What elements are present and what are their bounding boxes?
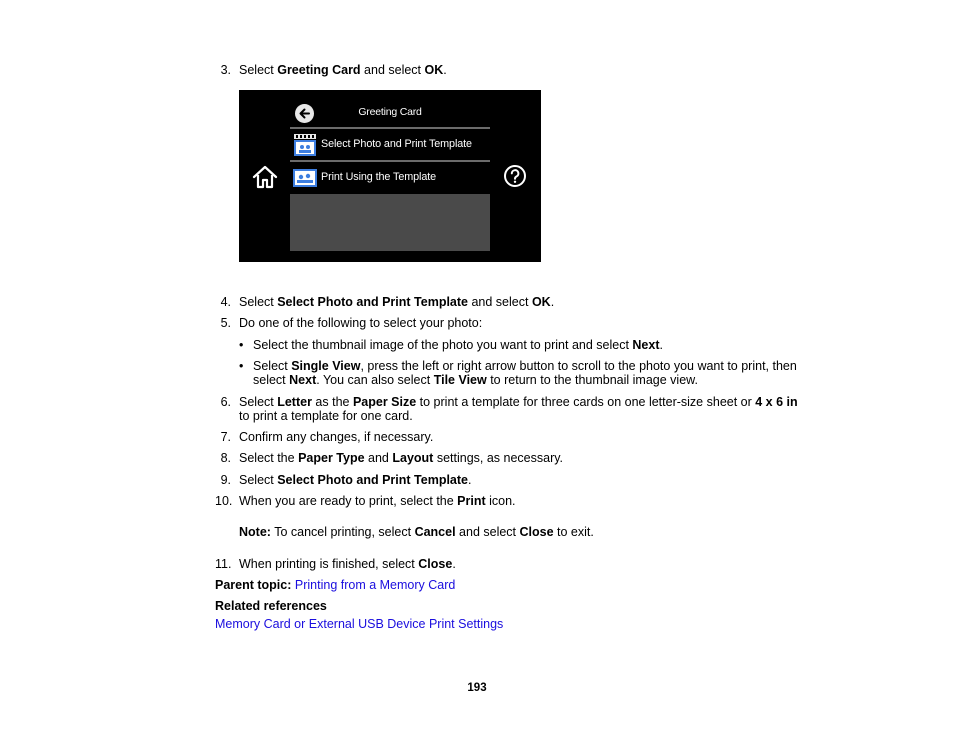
- parent-topic-label: Parent topic:: [215, 578, 292, 592]
- screen-title: Greeting Card: [358, 106, 422, 118]
- step-number: 5.: [220, 316, 231, 330]
- step-text: When printing is finished, select Close.: [239, 557, 456, 571]
- greeting-card-screen: [239, 90, 541, 262]
- step-text: Confirm any changes, if necessary.: [239, 430, 434, 444]
- help-icon: [503, 164, 527, 188]
- menu-item-print-using-the-template: [290, 163, 490, 193]
- divider: [290, 127, 490, 129]
- step-number: 4.: [220, 295, 231, 309]
- bullet-text: Select the thumbnail image of the photo you want to print and select Next.: [253, 338, 663, 352]
- step-number: 6.: [220, 395, 231, 409]
- step-number: 9.: [220, 473, 231, 487]
- page-number: 193: [467, 682, 487, 694]
- bullet-symbol: •: [239, 359, 244, 373]
- step-number: 10.: [215, 494, 233, 508]
- parent-topic-link[interactable]: Printing from a Memory Card: [294, 578, 456, 592]
- bullet-symbol: •: [239, 338, 244, 352]
- step-text-line-2: to print a template for one card.: [239, 409, 413, 423]
- menu-item-label: Print Using the Template: [321, 171, 437, 183]
- step-text: Select Select Photo and Print Template.: [239, 473, 472, 487]
- empty-panel: [290, 194, 490, 251]
- template-photo-icon: [293, 134, 317, 159]
- step-text: Select Select Photo and Print Template and select OK.: [239, 295, 555, 309]
- note-label: Note:: [239, 525, 271, 539]
- related-references-link-row: [215, 617, 503, 632]
- note: Note: To cancel printing, select Cancel and select Close to exit.: [239, 525, 594, 539]
- step-text-line-1: Select Letter as the Paper Size to print a template for three cards on one letter-size sheet or 4 x 6 in: [239, 395, 798, 409]
- divider: [290, 160, 490, 162]
- step-number: 11.: [215, 557, 232, 571]
- template-icon: [293, 169, 317, 190]
- bullet-text-line-1: Select Single View, press the left or right arrow button to scroll to the photo you want to print, then: [253, 359, 797, 373]
- step-number: 7.: [220, 430, 231, 444]
- menu-item-select-photo-and-print-template: [290, 130, 490, 160]
- menu-item-label: Select Photo and Print Template: [321, 138, 472, 150]
- related-references-heading: Related references: [215, 599, 327, 613]
- step-text: When you are ready to print, select the Print icon.: [239, 494, 516, 508]
- home-icon: [251, 164, 279, 190]
- step-text: Do one of the following to select your photo:: [239, 316, 483, 330]
- related-reference-link[interactable]: Memory Card or External USB Device Print Settings: [215, 617, 504, 631]
- step-text: Select the Paper Type and Layout settings, as necessary.: [239, 451, 564, 465]
- step-text: Select Greeting Card and select OK.: [239, 63, 447, 77]
- bullet-text-line-2: select Next. You can also select Tile View to return to the thumbnail image view.: [253, 373, 698, 387]
- step-number: 3.: [220, 63, 231, 77]
- step-number: 8.: [220, 451, 231, 465]
- parent-topic: [215, 578, 455, 593]
